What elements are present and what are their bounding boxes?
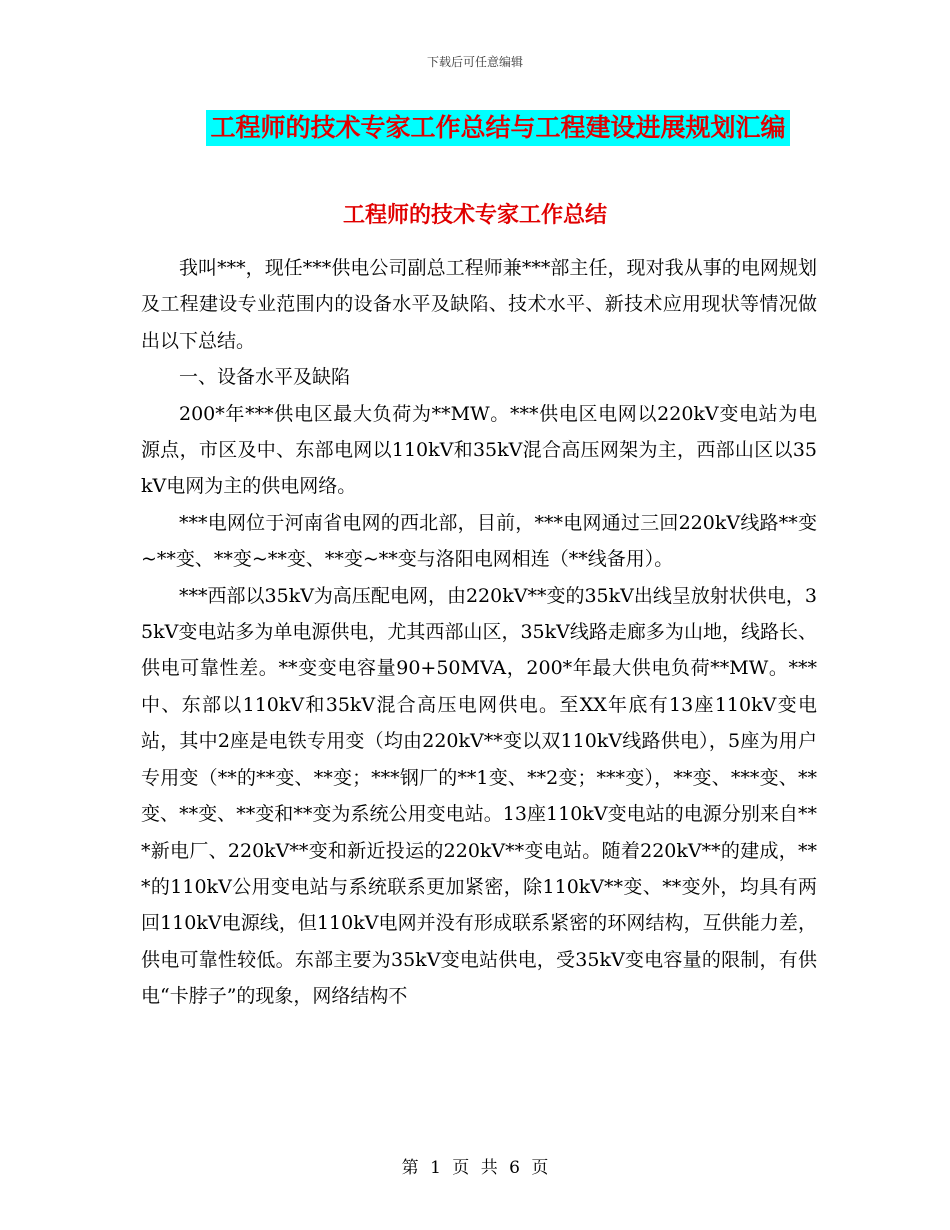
section-title: 工程师的技术专家工作总结 xyxy=(342,203,607,228)
page-number: 第 1 页 共 6 页 xyxy=(401,1158,549,1178)
main-title-container xyxy=(0,110,950,146)
header-note: 下载后可任意编辑 xyxy=(426,55,523,69)
paragraph-grid-location: ***电网位于河南省电网的西北部，目前，***电网通过三回220kV线路**变~**变、**变~**变、**变~**变与洛阳电网相连（**线备用）。 xyxy=(141,511,817,571)
paragraph-west-grid: ***西部以35kV为高压配电网，由220kV**变的35kV出线呈放射状供电，35kV变电站多为单电源供电，尤其西部山区，35kV线路走廊多为山地，线路长、供电可靠性差。**变变电容量90+50MVA，200*年最大供电负荷**MW。***中、东部以110kV和35kV混合高压电网供电。至XX年底有13座110kV变电站，其中2座是电铁专用变（均由220kV**变以双110kV线路供电），5座为用户专用变（**的**变、**变；***钢厂的**1变、**2变；***变），**变、***变、**变、**变、**变和**变为系统公用变电站。13座110kV变电站的电源分别来自***新电厂、220kV**变和新近投运的220kV**变电站。随着220kV**的建成，***的110kV公用变电站与系统联系更加紧密，除110kV**变、**变外，均具有两回110kV电源线，但110kV电网并没有形成联系紧密的环网结构，互供能力差，供电可靠性较低。东部主要为35kV变电站供电，受35kV变电容量的限制，有供电“卡脖子”的现象，网络结构不 xyxy=(141,584,817,1008)
body-text xyxy=(141,250,817,1015)
paragraph-intro: 我叫***，现任***供电公司副总工程师兼***部主任，现对我从事的电网规划及工程建设专业范围内的设备水平及缺陷、技术水平、新技术应用现状等情况做出以下总结。 xyxy=(141,257,817,352)
main-title: 工程师的技术专家工作总结与工程建设进展规划汇编 xyxy=(206,110,789,146)
paragraph-load: 200*年***供电区最大负荷为**MW。***供电区电网以220kV变电站为电源点，市区及中、东部电网以110kV和35kV混合高压网架为主，西部山区以35kV电网为主的供电网络。 xyxy=(141,402,817,498)
paragraph-heading-1: 一、设备水平及缺陷 xyxy=(179,366,351,389)
